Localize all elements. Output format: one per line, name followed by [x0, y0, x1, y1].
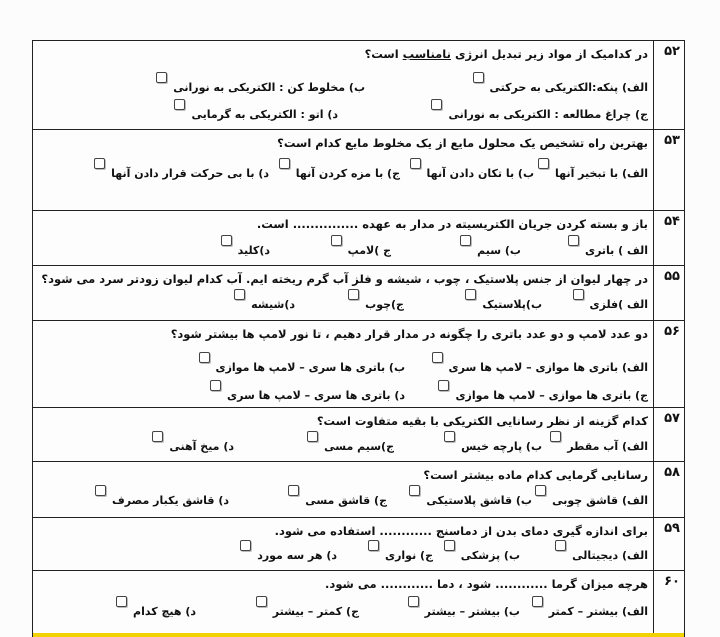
option-b[interactable]: ب)پلاستیک: [465, 298, 542, 311]
option-b[interactable]: ب) بیشتر – بیشتر: [408, 605, 520, 618]
option-a[interactable]: الف) بیشتر – کمتر: [532, 605, 648, 618]
option-d[interactable]: د) هیچ کدام: [116, 605, 196, 618]
question-60: [33, 570, 684, 637]
checkbox[interactable]: [331, 235, 342, 246]
option-b[interactable]: ب) پزشکی: [444, 549, 520, 562]
question-59: [33, 517, 684, 571]
question-number: ۵۴: [664, 214, 680, 229]
option-c[interactable]: ج) باتری ها موازی – لامپ ها موازی: [438, 389, 648, 402]
question-text: رسانایی گرمایی کدام ماده بیشتر است؟: [423, 468, 648, 482]
question-number: ۵۶: [664, 324, 680, 339]
checkbox[interactable]: [234, 289, 245, 300]
checkbox[interactable]: [473, 72, 484, 83]
checkbox[interactable]: [156, 72, 167, 83]
checkbox[interactable]: [555, 540, 566, 551]
checkbox[interactable]: [431, 99, 442, 110]
checkbox[interactable]: [348, 289, 359, 300]
checkbox[interactable]: [444, 540, 455, 551]
exam-sheet: [32, 40, 685, 637]
question-number: ۵۵: [664, 269, 680, 284]
option-b[interactable]: ب) قاشق پلاستیکی: [409, 494, 532, 507]
checkbox[interactable]: [95, 485, 106, 496]
option-a[interactable]: الف) دیجیتالی: [555, 549, 648, 562]
question-57: [33, 407, 684, 462]
option-a[interactable]: الف) پنکه:الکتریکی به حرکتی: [473, 81, 648, 94]
question-52: [33, 40, 684, 130]
option-c[interactable]: ج) با مزه کردن آنها: [279, 167, 400, 180]
option-a[interactable]: الف ) باتری: [568, 244, 648, 257]
question-text: هرچه میزان گرما ............ شود ، دما ............ می شود.: [325, 577, 648, 591]
question-58: [33, 461, 684, 518]
question-text: دو عدد لامپ و دو عدد باتری را چگونه در مدار قرار دهیم ، تا نور لامپ ها بیشتر شود؟: [170, 327, 648, 341]
question-number: ۵۹: [664, 521, 680, 536]
option-b[interactable]: ب) سیم: [460, 244, 521, 257]
option-c[interactable]: ج)چوب: [348, 298, 404, 311]
option-b[interactable]: ب) پارچه خیس: [444, 440, 542, 453]
checkbox[interactable]: [410, 158, 421, 169]
checkbox[interactable]: [432, 352, 443, 363]
checkbox[interactable]: [532, 596, 543, 607]
option-c[interactable]: ج) کمتر – بیشتر: [256, 605, 359, 618]
option-a[interactable]: الف) با تبخیر آنها: [538, 167, 648, 180]
checkbox[interactable]: [288, 485, 299, 496]
question-text: برای اندازه گیری دمای بدن از دماسنج ............ استفاده می شود.: [274, 524, 648, 538]
checkbox[interactable]: [152, 431, 163, 442]
option-d[interactable]: د)شیشه: [234, 298, 295, 311]
checkbox[interactable]: [307, 431, 318, 442]
checkbox[interactable]: [279, 158, 290, 169]
checkbox[interactable]: [444, 431, 455, 442]
question-text: در کدامیک از مواد زیر تبدیل انرژی نامناسب است؟: [364, 47, 648, 61]
checkbox[interactable]: [368, 540, 379, 551]
checkbox[interactable]: [94, 158, 105, 169]
question-55: [33, 265, 684, 321]
option-d[interactable]: د) قاشق یکبار مصرف: [95, 494, 229, 507]
checkbox[interactable]: [538, 158, 549, 169]
option-c[interactable]: ج)سیم مسی: [307, 440, 394, 453]
option-c[interactable]: ج) قاشق مسی: [288, 494, 387, 507]
question-number: ۵۸: [664, 465, 680, 480]
option-d[interactable]: د) اتو : الکتریکی به گرمایی: [174, 108, 338, 121]
option-d[interactable]: د) با بی حرکت قرار دادن آنها: [94, 167, 269, 180]
option-d[interactable]: د) باتری ها سری – لامپ ها سری: [210, 389, 405, 402]
checkbox[interactable]: [210, 380, 221, 391]
option-b[interactable]: ب) باتری ها سری – لامپ ها موازی: [199, 361, 406, 374]
question-text: باز و بسته کردن جریان الکتریسیته در مدار به عهده ............... است.: [256, 217, 648, 231]
option-d[interactable]: د)کلید: [221, 244, 270, 257]
question-text: بهترین راه تشخیص یک محلول مایع از یک مخلوط مایع کدام است؟: [277, 136, 648, 150]
footer-highlight-strip: [33, 633, 684, 637]
option-a[interactable]: الف) آب مقطر: [550, 440, 648, 453]
question-number: ۶۰: [664, 574, 680, 589]
option-a[interactable]: الف) باتری ها موازی – لامپ ها سری: [432, 361, 648, 374]
option-a[interactable]: الف )فلزی: [573, 298, 648, 311]
checkbox[interactable]: [240, 540, 251, 551]
option-c[interactable]: ج) چراغ مطالعه : الکتریکی به نورانی: [431, 108, 648, 121]
checkbox[interactable]: [573, 289, 584, 300]
checkbox[interactable]: [460, 235, 471, 246]
checkbox[interactable]: [174, 99, 185, 110]
checkbox[interactable]: [409, 485, 420, 496]
checkbox[interactable]: [438, 380, 449, 391]
question-number: ۵۳: [664, 133, 680, 148]
checkbox[interactable]: [465, 289, 476, 300]
checkbox[interactable]: [550, 431, 561, 442]
checkbox[interactable]: [221, 235, 232, 246]
option-c[interactable]: ج )لامپ: [331, 244, 391, 257]
checkbox[interactable]: [568, 235, 579, 246]
option-a[interactable]: الف) قاشق چوبی: [535, 494, 648, 507]
checkbox[interactable]: [256, 596, 267, 607]
question-56: [33, 320, 684, 408]
question-53: [33, 129, 684, 211]
option-b[interactable]: ب) با تکان دادن آنها: [410, 167, 534, 180]
option-d[interactable]: د) میخ آهنی: [152, 440, 234, 453]
option-b[interactable]: ب) مخلوط کن : الکتریکی به نورانی: [156, 81, 365, 94]
question-number: ۵۲: [664, 44, 680, 59]
question-text: کدام گزینه از نظر رسانایی الکتریکی با بقیه متفاوت است؟: [316, 414, 648, 428]
option-c[interactable]: ج) نواری: [368, 549, 433, 562]
option-d[interactable]: د) هر سه مورد: [240, 549, 337, 562]
question-54: [33, 210, 684, 266]
question-number: ۵۷: [664, 411, 680, 426]
checkbox[interactable]: [535, 485, 546, 496]
checkbox[interactable]: [408, 596, 419, 607]
checkbox[interactable]: [116, 596, 127, 607]
checkbox[interactable]: [199, 352, 210, 363]
question-text: در چهار لیوان از جنس پلاستیک ، چوب ، شیشه و فلز آب گرم ریخته ایم. آب کدام لیوان زودتر سرد می شود؟: [41, 272, 648, 286]
